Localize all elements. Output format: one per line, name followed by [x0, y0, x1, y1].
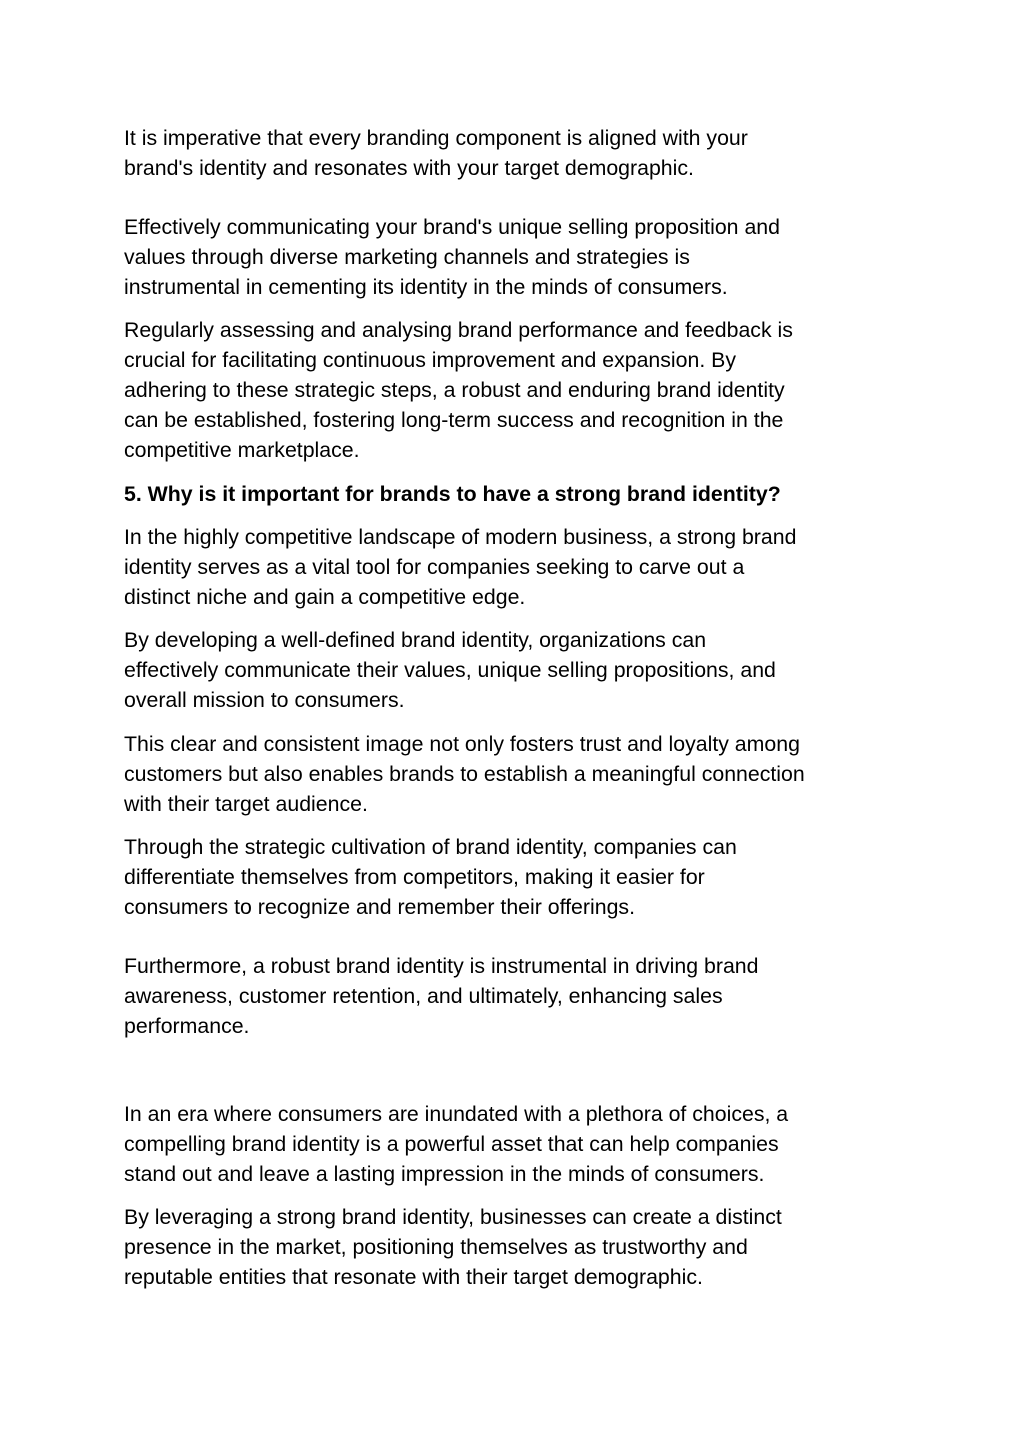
- paragraph-leveraging-identity: By leveraging a strong brand identity, businesses can create a distinct presence in the market, positioning themselves as trustworthy and reputable entities that resonate with their target demographic.: [124, 1205, 782, 1289]
- paragraph-assessing-performance: Regularly assessing and analysing brand performance and feedback is crucial for facilitating continuous improvement and expansion. By adhering to these strategic steps, a robust and enduring brand identity can be established, fostering long-term success and recognition in the competitive marketplace.: [124, 318, 793, 462]
- paragraph-well-defined-identity: By developing a well-defined brand identity, organizations can effectively communicate their values, unique selling propositions, and overall mission to consumers.: [124, 628, 776, 712]
- paragraph-clear-consistent-image: This clear and consistent image not only fosters trust and loyalty among customers but also enables brands to establish a meaningful connection with their target audience.: [124, 732, 805, 816]
- paragraph-communicating-usp: Effectively communicating your brand's unique selling proposition and values through diverse marketing channels and strategies is instrumental in cementing its identity in the minds of consumers.: [124, 215, 780, 299]
- paragraph-competitive-landscape: In the highly competitive landscape of modern business, a strong brand identity serves as a vital tool for companies seeking to carve out a distinct niche and gain a competitive edge.: [124, 525, 797, 609]
- section-heading: 5. Why is it important for brands to have a strong brand identity?: [124, 482, 781, 506]
- paragraph-brand-awareness: Furthermore, a robust brand identity is instrumental in driving brand awareness, customer retention, and ultimately, enhancing sales performance.: [124, 954, 759, 1038]
- paragraph-strategic-cultivation: Through the strategic cultivation of brand identity, companies can differentiate themselves from competitors, making it easier for consumers to recognize and remember their offerings.: [124, 835, 737, 919]
- paragraph-branding-alignment: It is imperative that every branding component is aligned with your brand's identity and resonates with your target demographic.: [124, 126, 748, 180]
- paragraph-era-of-choices: In an era where consumers are inundated with a plethora of choices, a compelling brand identity is a powerful asset that can help companies stand out and leave a lasting impression in the minds of consumers.: [124, 1102, 789, 1186]
